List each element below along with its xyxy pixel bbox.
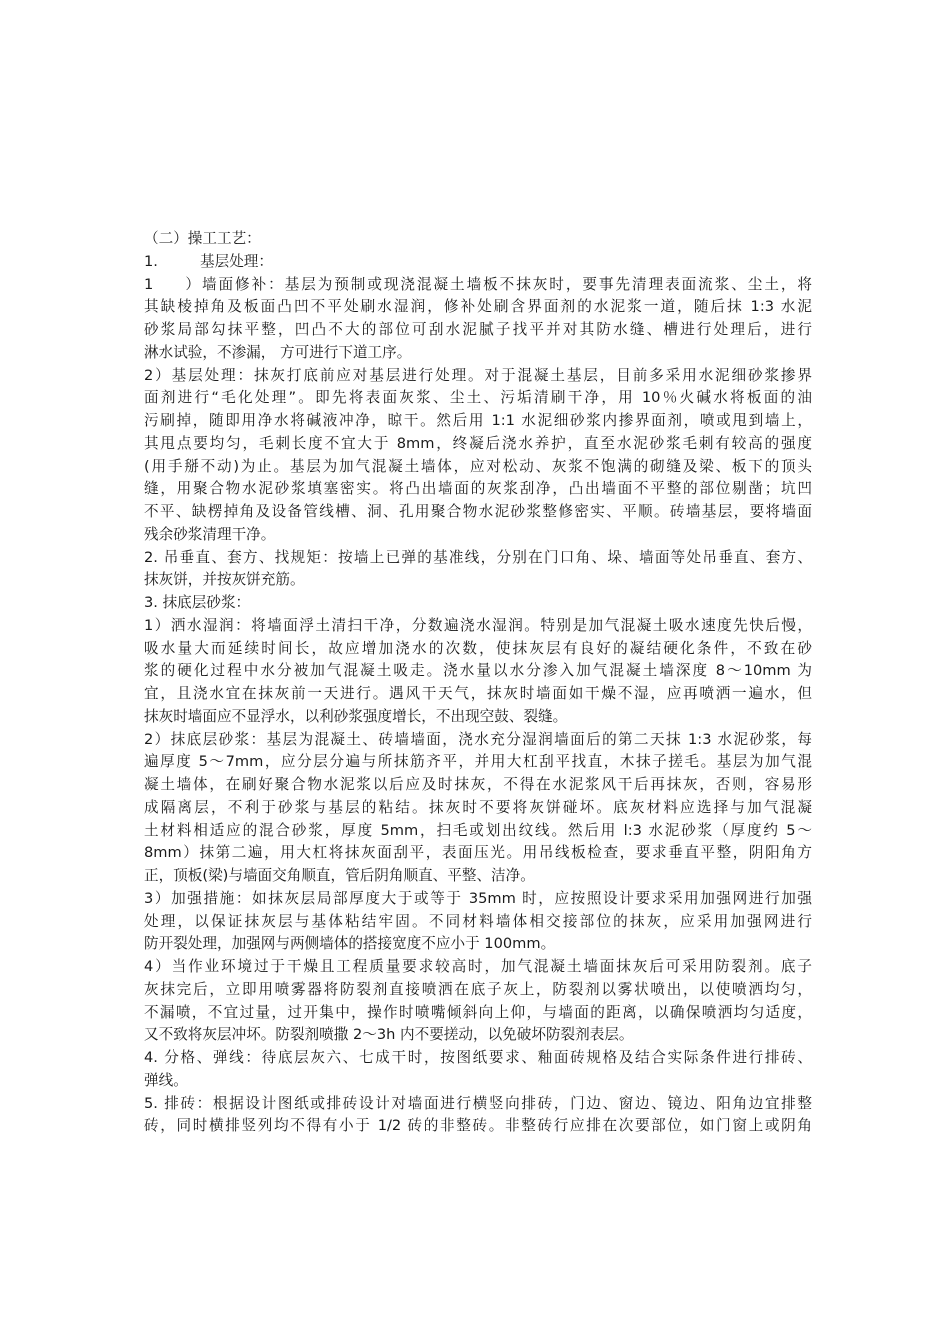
paragraph-line: 缝，用聚合物水泥砂浆填塞密实。将凸出墙面的灰浆刮净，凸出墙面不平整的部位剔凿；坑凹 bbox=[144, 480, 812, 498]
paragraph-line: 土材料相适应的混合砂浆，厚度 5mm，扫毛或划出纹线。然后用 l:3 水泥砂浆（厚度约 5～ bbox=[144, 821, 812, 839]
paragraph-line: 1）洒水湿润：将墙面浮土清扫干净，分数遍浇水湿润。特别是加气混凝土吸水速度先快后慢， bbox=[144, 616, 812, 634]
paragraph-line: 面剂进行“毛化处理”。即先将表面灰浆、尘土、污垢清刷干净，用 10％火碱水将板面的油 bbox=[144, 389, 812, 407]
paragraph-line: 抹灰时墙面应不显浮水，以利砂浆强度增长，不出现空鼓、裂缝。 bbox=[144, 707, 568, 725]
paragraph-line: 2）抹底层砂浆：基层为混凝土、砖墙墙面，浇水充分湿润墙面后的第二天抹 1:3 水泥砂浆，每 bbox=[144, 730, 812, 748]
paragraph-line: 砖，同时横排竖列均不得有小于 1/2 砖的非整砖。非整砖行应排在次要部位，如门窗上或阴角 bbox=[144, 1117, 812, 1135]
paragraph-line: 2. 吊垂直、套方、找规矩：按墙上已弹的基准线，分别在门口角、垛、墙面等处吊垂直、套方、 bbox=[144, 548, 812, 566]
section-heading: （二）操工工艺： bbox=[144, 230, 261, 247]
paragraph-line: 弹线。 bbox=[144, 1071, 188, 1089]
paragraph-line: 遍厚度 5～7mm，应分层分遍与所抹筋齐平，并用大杠刮平找直，木抹子搓毛。基层为加气混 bbox=[144, 753, 812, 771]
document-body bbox=[144, 228, 812, 1138]
paragraph-line: 不漏喷，不宜过量，过开集中，操作时喷嘴倾斜向上仰，与墙面的距离，以确保喷洒均匀适度， bbox=[144, 1003, 812, 1021]
paragraph-line: 4. 分格、弹线：待底层灰六、七成干时，按图纸要求、釉面砖规格及结合实际条件进行排砖、 bbox=[144, 1049, 812, 1066]
subsection-heading: 3. 抹底层砂浆： bbox=[144, 594, 251, 611]
paragraph-line: 4）当作业环境过于干燥且工程质量要求较高时，加气混凝土墙面抹灰后可采用防裂剂。底子 bbox=[144, 958, 812, 975]
paragraph-line: 抹灰饼，并按灰饼充筋。 bbox=[144, 571, 305, 589]
paragraph-line: 8mm）抹第二遍，用大杠将抹灰面刮平，表面压光。用吊线板检查，要求垂直平整，阴阳角方 bbox=[144, 844, 812, 862]
paragraph-line: 1）墙面修补：基层为预制或现浇混凝土墙板不抹灰时，要事先清理表面流浆、尘土，将 bbox=[144, 275, 812, 293]
paragraph-line: 灰抹完后，立即用喷雾器将防裂剂直接喷洒在底子灰上，防裂剂以雾状喷出，以使喷洒均匀， bbox=[144, 980, 812, 998]
paragraph-line: 淋水试验，不渗漏， 方可进行下道工序。 bbox=[144, 343, 412, 361]
paragraph-line: 5. 排砖：根据设计图纸或排砖设计对墙面进行横竖向排砖，门边、窗边、镜边、阳角边宜排整 bbox=[144, 1094, 812, 1112]
paragraph-line: 残余砂浆清理干净。 bbox=[144, 525, 276, 543]
paragraph-line: 2）基层处理：抹灰打底前应对基层进行处理。对于混凝土基层，目前多采用水泥细砂浆掺界 bbox=[144, 366, 812, 384]
paragraph-line: 凝土墙体，在刷好聚合物水泥浆以后应及时抹灰，不得在水泥浆风干后再抹灰，否则，容易形 bbox=[144, 776, 812, 793]
paragraph-line: 正，顶板(梁)与墙面交角顺直，管后阴角顺直、平整、洁净。 bbox=[144, 867, 535, 884]
paragraph-line: (用手掰不动)为止。基层为加气混凝土墙体，应对松动、灰浆不饱满的砌缝及梁、板下的顶头 bbox=[144, 457, 812, 475]
paragraph-line: 宜，且浇水宜在抹灰前一天进行。遇风干天气，抹灰时墙面如干燥不湿，应再喷洒一遍水，但 bbox=[144, 685, 812, 702]
paragraph-line: 又不致将灰层冲坏。防裂剂喷撒 2～3h 内不要搓动，以免破坏防裂剂表层。 bbox=[144, 1026, 634, 1044]
paragraph-line: 污刷掉，随即用净水将碱液冲净，晾干。然后用 1:1 水泥细砂浆内掺界面剂，喷或甩到墙上， bbox=[144, 412, 812, 429]
paragraph-line: 不平、缺楞掉角及设备管线槽、洞、孔用聚合物水泥砂浆整修密实、平顺。砖墙基层，要将墙面 bbox=[144, 503, 812, 520]
paragraph-line: 处理，以保证抹灰层与基体粘结牢固。不同材料墙体相交接部位的抹灰，应采用加强网进行 bbox=[144, 912, 812, 930]
paragraph-line: 其缺棱掉角及板面凸凹不平处刷水湿润，修补处刷含界面剂的水泥浆一道，随后抹 1:3 水泥 bbox=[144, 298, 812, 316]
paragraph-line: 成隔离层，不利于砂浆与基层的粘结。抹灰时不要将灰饼碰坏。底灰材料应选择与加气混凝 bbox=[144, 798, 812, 816]
subsection-heading: 1. 基层处理： bbox=[144, 252, 273, 270]
paragraph-line: 吸水量大而延续时间长，故应增加浇水的次数，使抹灰层有良好的凝结硬化条件，不致在砂 bbox=[144, 639, 812, 657]
paragraph-line: 3）加强措施：如抹灰层局部厚度大于或等于 35mm 时，应按照设计要求采用加强网进行加强 bbox=[144, 889, 812, 907]
paragraph-line: 其甩点要均匀，毛刺长度不宜大于 8mm，终凝后浇水养护，直至水泥砂浆毛刺有较高的强度 bbox=[144, 434, 812, 452]
paragraph-line: 浆的硬化过程中水分被加气混凝土吸走。浇水量以水分渗入加气混凝土墙深度 8～10mm 为 bbox=[144, 662, 812, 680]
paragraph-line: 砂浆局部勾抹平整，凹凸不大的部位可刮水泥腻子找平并对其防水缝、槽进行处理后，进行 bbox=[144, 321, 812, 338]
paragraph-line: 防开裂处理，加强网与两侧墙体的搭接宽度不应小于 100mm。 bbox=[144, 935, 556, 953]
